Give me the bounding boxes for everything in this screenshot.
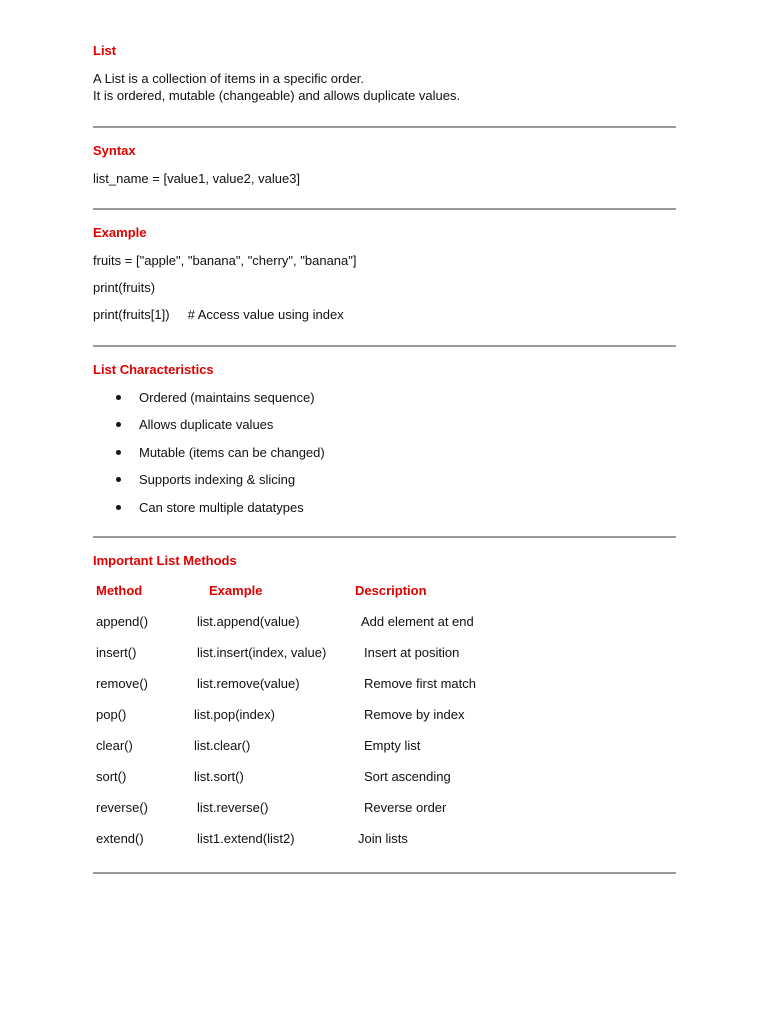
method-cell: pop() bbox=[96, 707, 127, 722]
description-cell: Remove first match bbox=[364, 676, 476, 691]
bullet-icon bbox=[116, 422, 121, 427]
description-cell: Empty list bbox=[364, 738, 421, 753]
column-header-description: Description bbox=[355, 583, 427, 598]
section-divider bbox=[93, 536, 676, 538]
example-cell: list.reverse() bbox=[197, 800, 269, 815]
example-cell: list.sort() bbox=[194, 769, 244, 784]
list-heading: List bbox=[93, 43, 117, 58]
method-cell: append() bbox=[96, 614, 149, 629]
column-header-example: Example bbox=[209, 583, 263, 598]
example-cell: list.clear() bbox=[194, 738, 251, 753]
method-cell: clear() bbox=[96, 738, 133, 753]
bullet-icon bbox=[116, 505, 121, 510]
syntax-heading: Syntax bbox=[93, 143, 136, 158]
list-item: Allows duplicate values bbox=[139, 417, 274, 432]
description-cell: Reverse order bbox=[364, 800, 447, 815]
syntax-code: list_name = [value1, value2, value3] bbox=[93, 171, 301, 186]
list-item: Can store multiple datatypes bbox=[139, 500, 304, 515]
example-code-line: print(fruits[1]) # Access value using index bbox=[93, 307, 344, 322]
list-item: Mutable (items can be changed) bbox=[139, 445, 325, 460]
example-cell: list.remove(value) bbox=[197, 676, 300, 691]
bullet-icon bbox=[116, 450, 121, 455]
list-description-line-1: A List is a collection of items in a specific order. bbox=[93, 71, 364, 86]
methods-heading: Important List Methods bbox=[93, 553, 237, 568]
example-cell: list1.extend(list2) bbox=[197, 831, 295, 846]
section-divider bbox=[93, 208, 676, 210]
example-cell: list.append(value) bbox=[197, 614, 300, 629]
description-cell: Add element at end bbox=[361, 614, 474, 629]
description-cell: Sort ascending bbox=[364, 769, 451, 784]
example-cell: list.pop(index) bbox=[194, 707, 275, 722]
example-code-line: fruits = ["apple", "banana", "cherry", "banana"] bbox=[93, 253, 357, 268]
section-divider bbox=[93, 872, 676, 874]
bullet-icon bbox=[116, 395, 121, 400]
example-cell: list.insert(index, value) bbox=[197, 645, 327, 660]
list-item: Supports indexing & slicing bbox=[139, 472, 296, 487]
bullet-icon bbox=[116, 477, 121, 482]
list-description-line-2: It is ordered, mutable (changeable) and allows duplicate values. bbox=[93, 88, 461, 103]
section-divider bbox=[93, 126, 676, 128]
description-cell: Remove by index bbox=[364, 707, 465, 722]
list-item: Ordered (maintains sequence) bbox=[139, 390, 315, 405]
description-cell: Insert at position bbox=[364, 645, 460, 660]
method-cell: extend() bbox=[96, 831, 144, 846]
method-cell: sort() bbox=[96, 769, 127, 784]
method-cell: insert() bbox=[96, 645, 137, 660]
characteristics-heading: List Characteristics bbox=[93, 362, 214, 377]
method-cell: remove() bbox=[96, 676, 149, 691]
description-cell: Join lists bbox=[358, 831, 408, 846]
section-divider bbox=[93, 345, 676, 347]
example-heading: Example bbox=[93, 225, 147, 240]
example-code-line: print(fruits) bbox=[93, 280, 156, 295]
method-cell: reverse() bbox=[96, 800, 149, 815]
column-header-method: Method bbox=[96, 583, 143, 598]
